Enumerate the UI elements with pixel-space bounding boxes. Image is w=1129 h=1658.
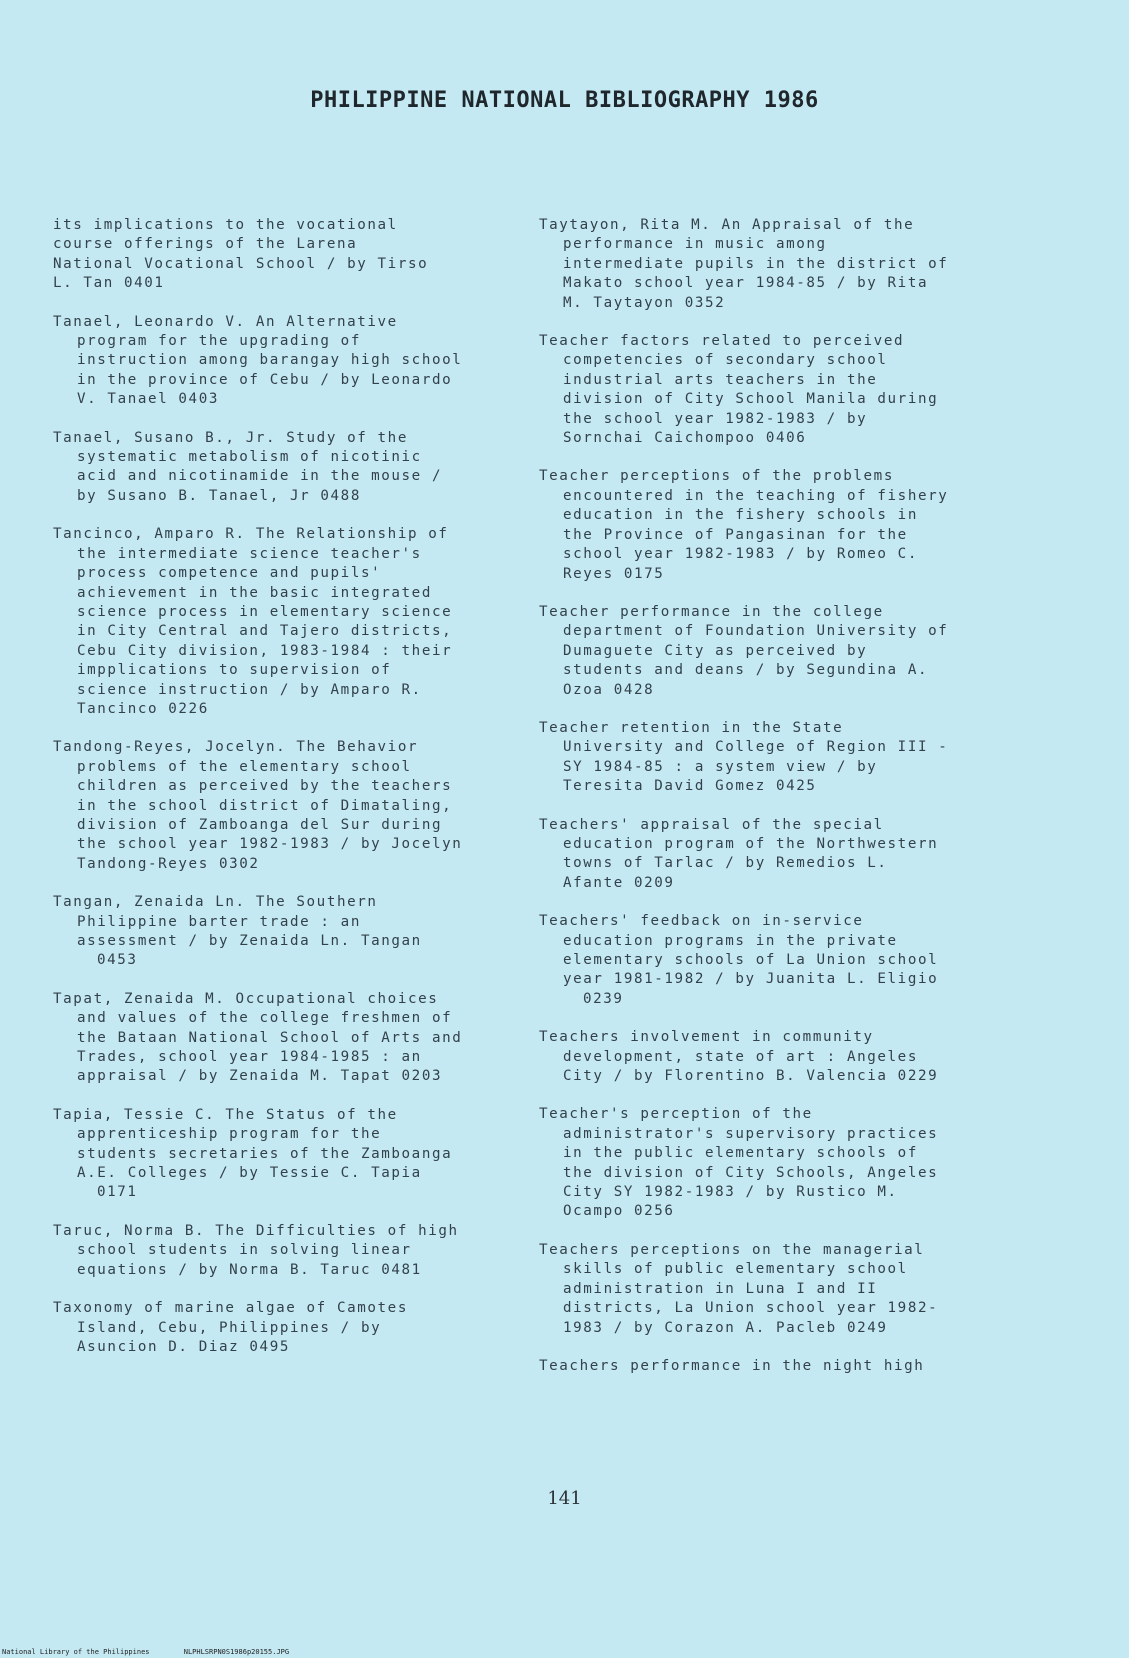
bibliography-entry: [53, 1299, 503, 1357]
bibliography-entry: [539, 912, 1009, 1009]
entry-line: Teresita David Gomez 0425: [563, 778, 817, 795]
entry-line: school students in solving linear: [77, 1242, 412, 1259]
entry-line: encountered in the teaching of fishery: [563, 487, 949, 504]
entry-line: division of City School Manila during: [563, 391, 939, 408]
entry-line: Tanael, Susano B., Jr. Study of the: [53, 429, 408, 446]
entry-line: education programs in the private: [563, 932, 898, 949]
entry-line: instruction among barangay high school: [77, 352, 463, 369]
entry-line: Tandong-Reyes 0302: [77, 855, 260, 872]
entry-line: the intermediate science teacher's: [77, 545, 422, 562]
entry-line: in City Central and Tajero districts,: [77, 623, 453, 640]
bibliography-entry: [539, 603, 1009, 700]
entry-line: equations / by Norma B. Taruc 0481: [77, 1261, 422, 1278]
entry-line: Tancinco, Amparo R. The Relationship of: [53, 526, 449, 543]
bibliography-entry: [53, 313, 503, 410]
entry-line: Taruc, Norma B. The Difficulties of high: [53, 1222, 459, 1239]
entry-line: the school year 1982-1983 / by: [563, 410, 868, 427]
entry-line: education program of the Northwestern: [563, 835, 939, 852]
entry-line: Taxonomy of marine algae of Camotes: [53, 1300, 408, 1317]
bibliography-entry: [539, 1241, 1009, 1338]
bibliography-entry: [539, 216, 1009, 313]
page-title: PHILIPPINE NATIONAL BIBLIOGRAPHY 1986: [310, 88, 819, 113]
entry-line: Cebu City division, 1983-1984 : their: [77, 642, 453, 659]
bibliography-entry: [539, 332, 1009, 448]
entry-line: by Susano B. Tanael, Jr 0488: [77, 487, 361, 504]
entry-line: districts, La Union school year 1982-: [563, 1300, 939, 1317]
entry-line: the division of City Schools, Angeles: [563, 1164, 939, 1181]
footer: [2, 1648, 319, 1656]
entry-line: Asuncion D. Diaz 0495: [77, 1338, 290, 1355]
bibliography-entry: [539, 719, 1009, 797]
entry-line: skills of public elementary school: [563, 1261, 908, 1278]
entry-line: Teachers' appraisal of the special: [539, 816, 884, 833]
entry-line: 0453: [97, 952, 138, 969]
entry-line: students secretaries of the Zamboanga: [77, 1145, 453, 1162]
bibliography-entry: [539, 467, 1009, 583]
entry-line: the Province of Pangasinan for the: [563, 526, 908, 543]
entry-line: the school year 1982-1983 / by Jocelyn: [77, 836, 463, 853]
entry-line: National Vocational School / by Tirso: [53, 255, 429, 272]
entry-line: Teacher's perception of the: [539, 1106, 813, 1123]
entry-line: students and deans / by Segundina A.: [563, 662, 929, 679]
entry-line: V. Tanael 0403: [77, 391, 219, 408]
entry-line: 0239: [583, 990, 624, 1007]
bibliography-entry: [539, 1028, 1009, 1086]
entry-line: process competence and pupils': [77, 565, 382, 582]
bibliography-entry: [53, 990, 503, 1087]
left-column: [53, 216, 503, 1376]
entry-line: Afante 0209: [563, 874, 675, 891]
entry-line: Tapia, Tessie C. The Status of the: [53, 1106, 398, 1123]
entry-line: program for the upgrading of: [77, 333, 361, 350]
entry-line: Philippine barter trade : an: [77, 913, 361, 930]
entry-line: Island, Cebu, Philippines / by: [77, 1319, 382, 1336]
entry-line: and values of the college freshmen of: [77, 1010, 453, 1027]
entry-line: science instruction / by Amparo R.: [77, 681, 422, 698]
entry-line: department of Foundation University of: [563, 623, 949, 640]
right-column: [539, 216, 1009, 1395]
page-number: 141: [547, 1488, 582, 1509]
entry-line: towns of Tarlac / by Remedios L.: [563, 855, 888, 872]
entry-line: M. Taytayon 0352: [563, 294, 726, 311]
entry-line: 0171: [97, 1184, 138, 1201]
entry-line: Teachers perceptions on the managerial: [539, 1241, 925, 1258]
footer-file: NLPHLSRPN0S1986p20155.JPG: [183, 1648, 290, 1656]
entry-line: L. Tan 0401: [53, 275, 165, 292]
entry-line: City SY 1982-1983 / by Rustico M.: [563, 1184, 898, 1201]
entry-line: Tancinco 0226: [77, 700, 209, 717]
entry-line: Taytayon, Rita M. An Appraisal of the: [539, 217, 915, 233]
entry-line: intermediate pupils in the district of: [563, 255, 949, 272]
entry-line: course offerings of the Larena: [53, 236, 358, 253]
entry-line: University and College of Region III -: [563, 739, 949, 756]
entry-line: Dumaguete City as perceived by: [563, 642, 868, 659]
entry-line: Reyes 0175: [563, 565, 665, 582]
entry-line: school year 1982-1983 / by Romeo C.: [563, 546, 918, 563]
bibliography-entry: [53, 1106, 503, 1203]
entry-line: performance in music among: [563, 236, 827, 253]
bibliography-entry: [539, 1105, 1009, 1221]
entry-line: problems of the elementary school: [77, 758, 412, 775]
entry-line: the Bataan National School of Arts and: [77, 1029, 463, 1046]
entry-line: SY 1984-85 : a system view / by: [563, 758, 878, 775]
entry-line: Teacher retention in the State: [539, 719, 844, 736]
entry-line: Tanael, Leonardo V. An Alternative: [53, 313, 398, 330]
entry-line: Tapat, Zenaida M. Occupational choices: [53, 990, 439, 1007]
entry-line: Teachers' feedback on in-service: [539, 913, 864, 930]
entry-line: Teacher performance in the college: [539, 603, 884, 620]
entry-line: in the province of Cebu / by Leonardo: [77, 371, 453, 388]
entry-line: Makato school year 1984-85 / by Rita: [563, 275, 929, 292]
footer-library: National Library of the Philippines: [2, 1648, 150, 1656]
entry-line: impplications to supervision of: [77, 662, 392, 679]
entry-line: Teacher factors related to perceived: [539, 333, 905, 350]
entry-line: Ozoa 0428: [563, 681, 655, 698]
bibliography-entry: [53, 893, 503, 971]
bibliography-entry: [53, 525, 503, 719]
entry-line: A.E. Colleges / by Tessie C. Tapia: [77, 1165, 422, 1182]
entry-line: its implications to the vocational: [53, 217, 398, 233]
entry-line: development, state of art : Angeles: [563, 1048, 918, 1065]
entry-line: in the public elementary schools of: [563, 1145, 918, 1162]
entry-line: Tandong-Reyes, Jocelyn. The Behavior: [53, 739, 419, 756]
entry-line: Teacher perceptions of the problems: [539, 468, 894, 485]
entry-line: Teachers involvement in community: [539, 1029, 874, 1046]
entry-line: Teachers performance in the night high: [539, 1357, 925, 1374]
entry-line: elementary schools of La Union school: [563, 952, 939, 968]
entry-line: in the school district of Dimataling,: [77, 797, 453, 814]
entry-line: education in the fishery schools in: [563, 507, 918, 524]
entry-line: Sornchai Caichompoo 0406: [563, 430, 807, 447]
entry-line: science process in elementary science: [77, 603, 453, 620]
entry-line: apprenticeship program for the: [77, 1126, 382, 1143]
entry-line: children as perceived by the teachers: [77, 778, 453, 795]
entry-line: assessment / by Zenaida Ln. Tangan: [77, 933, 422, 949]
entry-line: administration in Luna I and II: [563, 1280, 878, 1297]
entry-line: administrator's supervisory practices: [563, 1125, 939, 1142]
entry-line: 1983 / by Corazon A. Pacleb 0249: [563, 1319, 888, 1336]
entry-line: Ocampo 0256: [563, 1203, 675, 1220]
entry-line: division of Zamboanga del Sur during: [77, 816, 443, 833]
entry-line: industrial arts teachers in the: [563, 371, 878, 388]
entry-line: appraisal / by Zenaida M. Tapat 0203: [77, 1068, 443, 1085]
bibliography-entry: [53, 738, 503, 874]
bibliography-entry: [539, 816, 1009, 894]
entry-line: achievement in the basic integrated: [77, 584, 432, 601]
entry-line: acid and nicotinamide in the mouse /: [77, 468, 443, 485]
entry-line: year 1981-1982 / by Juanita L. Eligio: [563, 971, 939, 988]
entry-line: systematic metabolism of nicotinic: [77, 449, 422, 466]
bibliography-entry: [53, 216, 503, 294]
entry-line: Tangan, Zenaida Ln. The Southern: [53, 894, 378, 911]
entry-line: Trades, school year 1984-1985 : an: [77, 1049, 422, 1066]
bibliography-entry: [53, 1222, 503, 1280]
entry-line: competencies of secondary school: [563, 352, 888, 369]
bibliography-entry: [53, 429, 503, 507]
entry-line: City / by Florentino B. Valencia 0229: [563, 1068, 939, 1085]
bibliography-entry: [539, 1357, 1009, 1376]
